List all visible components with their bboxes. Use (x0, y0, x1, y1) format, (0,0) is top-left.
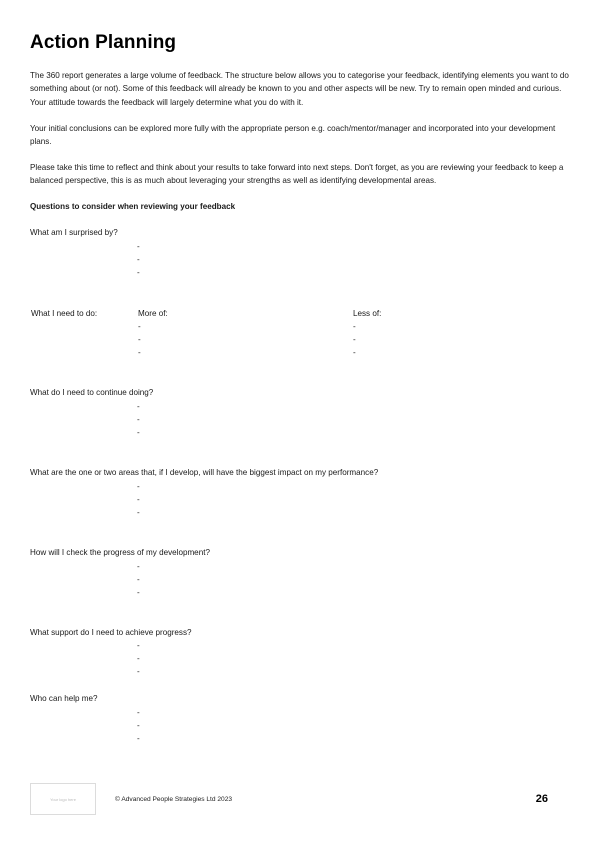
questions-subheading: Questions to consider when reviewing your feedback (30, 202, 236, 211)
answer-dash: - (137, 495, 140, 504)
question-support: What support do I need to achieve progress? (30, 628, 192, 637)
conclusions-paragraph: Your initial conclusions can be explored more fully with the appropriate person e.g. coach/mentor/manager and incorporated into your development plans. (30, 124, 556, 147)
answer-dash: - (137, 667, 140, 676)
answer-dash: - (137, 588, 140, 597)
answer-dash: - (137, 654, 140, 663)
less-of-dash: - (353, 348, 356, 357)
question-impact: What are the one or two areas that, if I develop, will have the biggest impact on my performance? (30, 468, 379, 477)
answer-dash: - (137, 641, 140, 650)
more-of-dash: - (138, 322, 141, 331)
page-number: 26 (535, 793, 548, 805)
answer-dash: - (137, 255, 140, 264)
less-of-dash: - (353, 322, 356, 331)
intro-paragraph: The 360 report generates a large volume of feedback. The structure below allows you to categorise your feedback, identifying elements you want to do something about (or not). Some of this feedback will already be known to you and other aspects will be new. Try to remain open minded and curious. Your attitude towards the feedback will largely determine what you do with it. (30, 71, 569, 107)
less-of-label: Less of: (353, 309, 382, 318)
more-of-dash: - (138, 348, 141, 357)
answer-dash: - (137, 508, 140, 517)
answer-dash: - (137, 721, 140, 730)
answer-dash: - (137, 402, 140, 411)
answer-dash: - (137, 575, 140, 584)
answer-dash: - (137, 482, 140, 491)
answer-dash: - (137, 708, 140, 717)
more-of-label: More of: (138, 309, 168, 318)
answer-dash: - (137, 415, 140, 424)
question-surprised: What am I surprised by? (30, 228, 118, 237)
reflection-paragraph: Please take this time to reflect and think about your results to take forward into next steps. Don't forget, as you are reviewing your feedback to keep a balanced perspective, this is as much about leveraging your strengths as well as identifying developmental areas. (30, 163, 564, 186)
answer-dash: - (137, 268, 140, 277)
logo-placeholder (30, 783, 96, 815)
answer-dash: - (137, 734, 140, 743)
logo-placeholder-text: Your logo here (50, 796, 76, 802)
answer-dash: - (137, 562, 140, 571)
question-need-to-do: What I need to do: (31, 309, 98, 318)
answer-dash: - (137, 242, 140, 251)
answer-dash: - (137, 428, 140, 437)
question-help: Who can help me? (30, 694, 98, 703)
question-continue: What do I need to continue doing? (30, 388, 154, 397)
footer-copyright: © Advanced People Strategies Ltd 2023 (115, 796, 233, 803)
more-of-dash: - (138, 335, 141, 344)
page-title: Action Planning (30, 32, 177, 53)
question-progress: How will I check the progress of my development? (30, 548, 210, 557)
less-of-dash: - (353, 335, 356, 344)
